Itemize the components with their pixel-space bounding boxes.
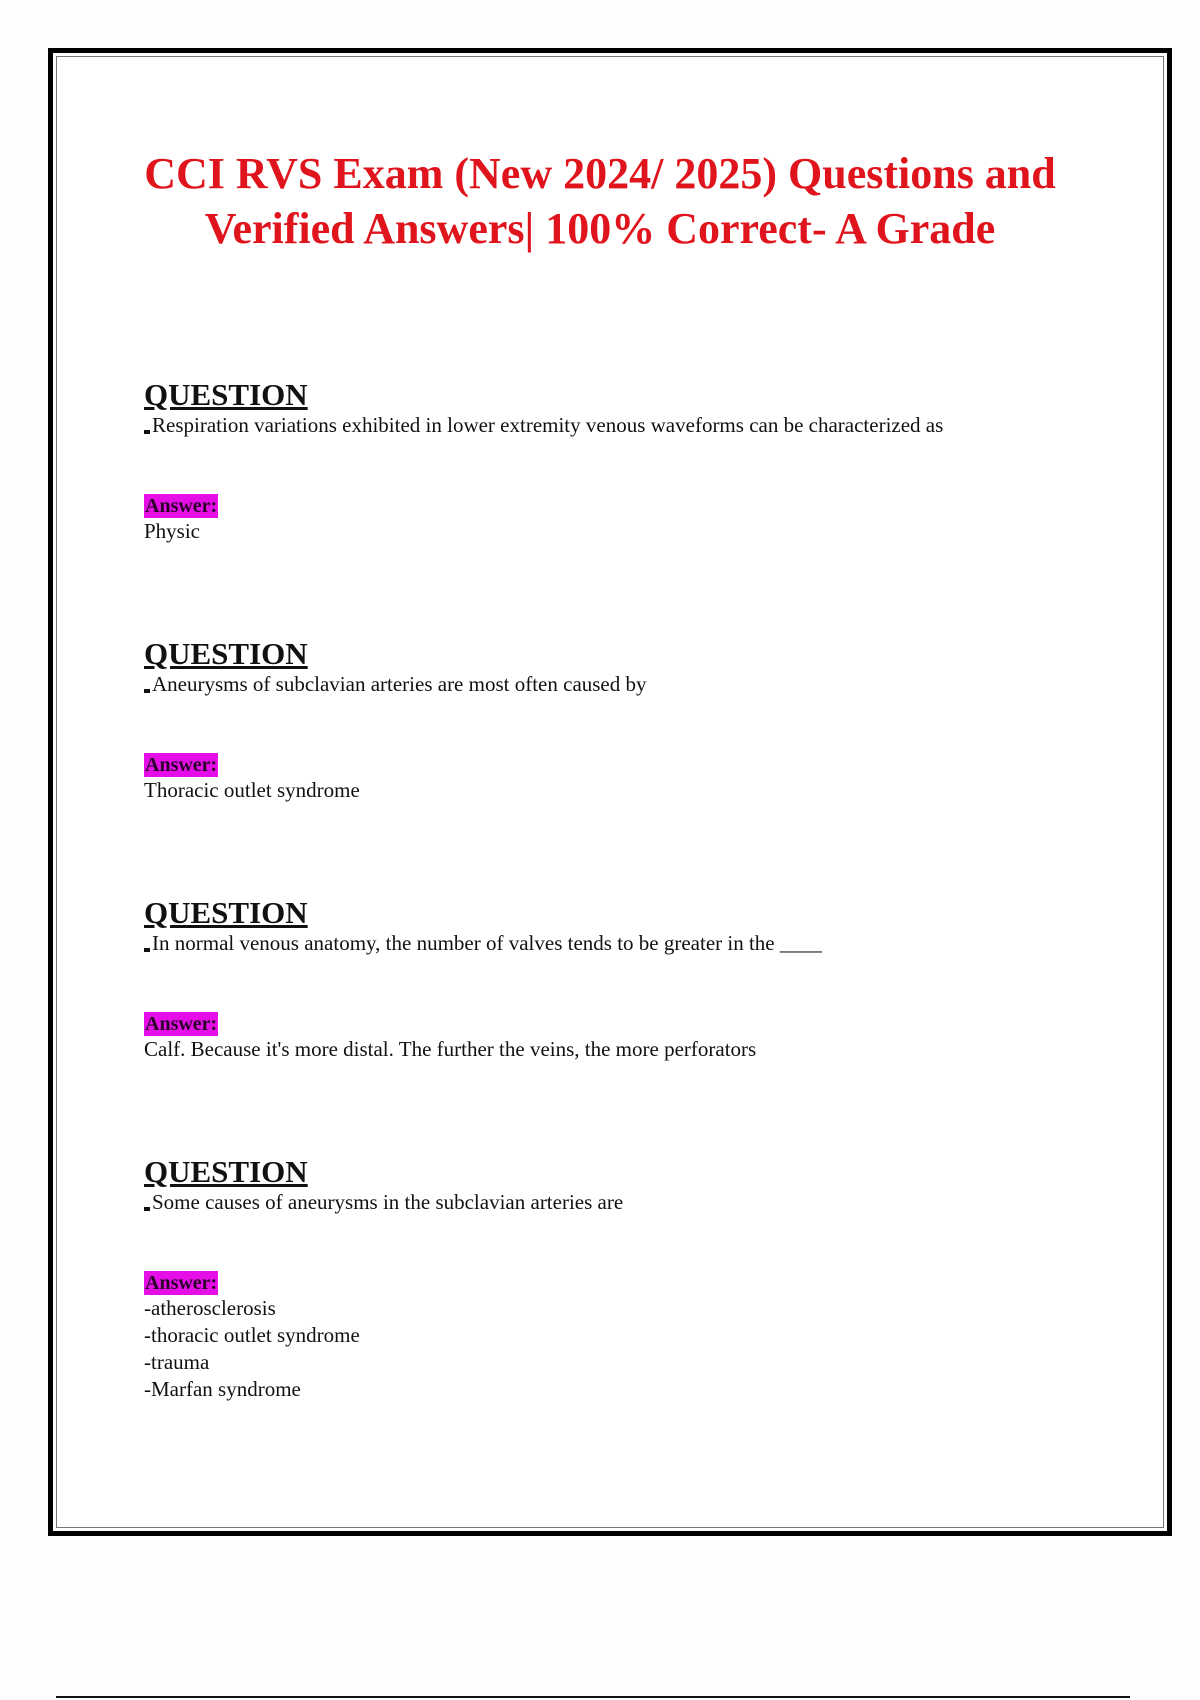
question-text: Respiration variations exhibited in lower extremity venous waveforms can be characterized as	[144, 412, 1104, 438]
answer-label: Answer:	[145, 1272, 218, 1294]
question-text: Aneurysms of subclavian arteries are most often caused by	[144, 671, 1104, 697]
answer-label: Answer:	[145, 495, 218, 517]
answer-line: -trauma	[144, 1350, 210, 1374]
qa-block-2	[144, 637, 1104, 804]
answer-label: Answer:	[145, 1013, 218, 1035]
answer-label: Answer:	[145, 754, 218, 776]
question-heading: QUESTION	[144, 636, 308, 671]
question-heading: QUESTION	[144, 1154, 308, 1189]
question-heading: QUESTION	[144, 377, 308, 412]
document-title: CCI RVS Exam (New 2024/ 2025) Questions and Verified Answers| 100% Correct- A Grade	[144, 149, 1056, 253]
answer-line: -thoracic outlet syndrome	[144, 1323, 360, 1347]
question-text: Some causes of aneurysms in the subclavian arteries are	[144, 1189, 1104, 1215]
answer-text: Calf. Because it's more distal. The further the veins, the more perforators	[144, 1037, 757, 1061]
answer-line: -atherosclerosis	[144, 1296, 276, 1320]
question-text: In normal venous anatomy, the number of valves tends to be greater in the ____	[144, 930, 1104, 956]
next-page-border	[56, 1696, 1130, 1698]
question-heading: QUESTION	[144, 895, 308, 930]
qa-block-1	[144, 378, 1104, 545]
qa-block-3	[144, 896, 1104, 1063]
answer-line: -Marfan syndrome	[144, 1377, 301, 1401]
qa-block-4	[144, 1155, 1104, 1403]
answer-text: Physic	[144, 519, 201, 543]
answer-text: Thoracic outlet syndrome	[144, 778, 360, 802]
